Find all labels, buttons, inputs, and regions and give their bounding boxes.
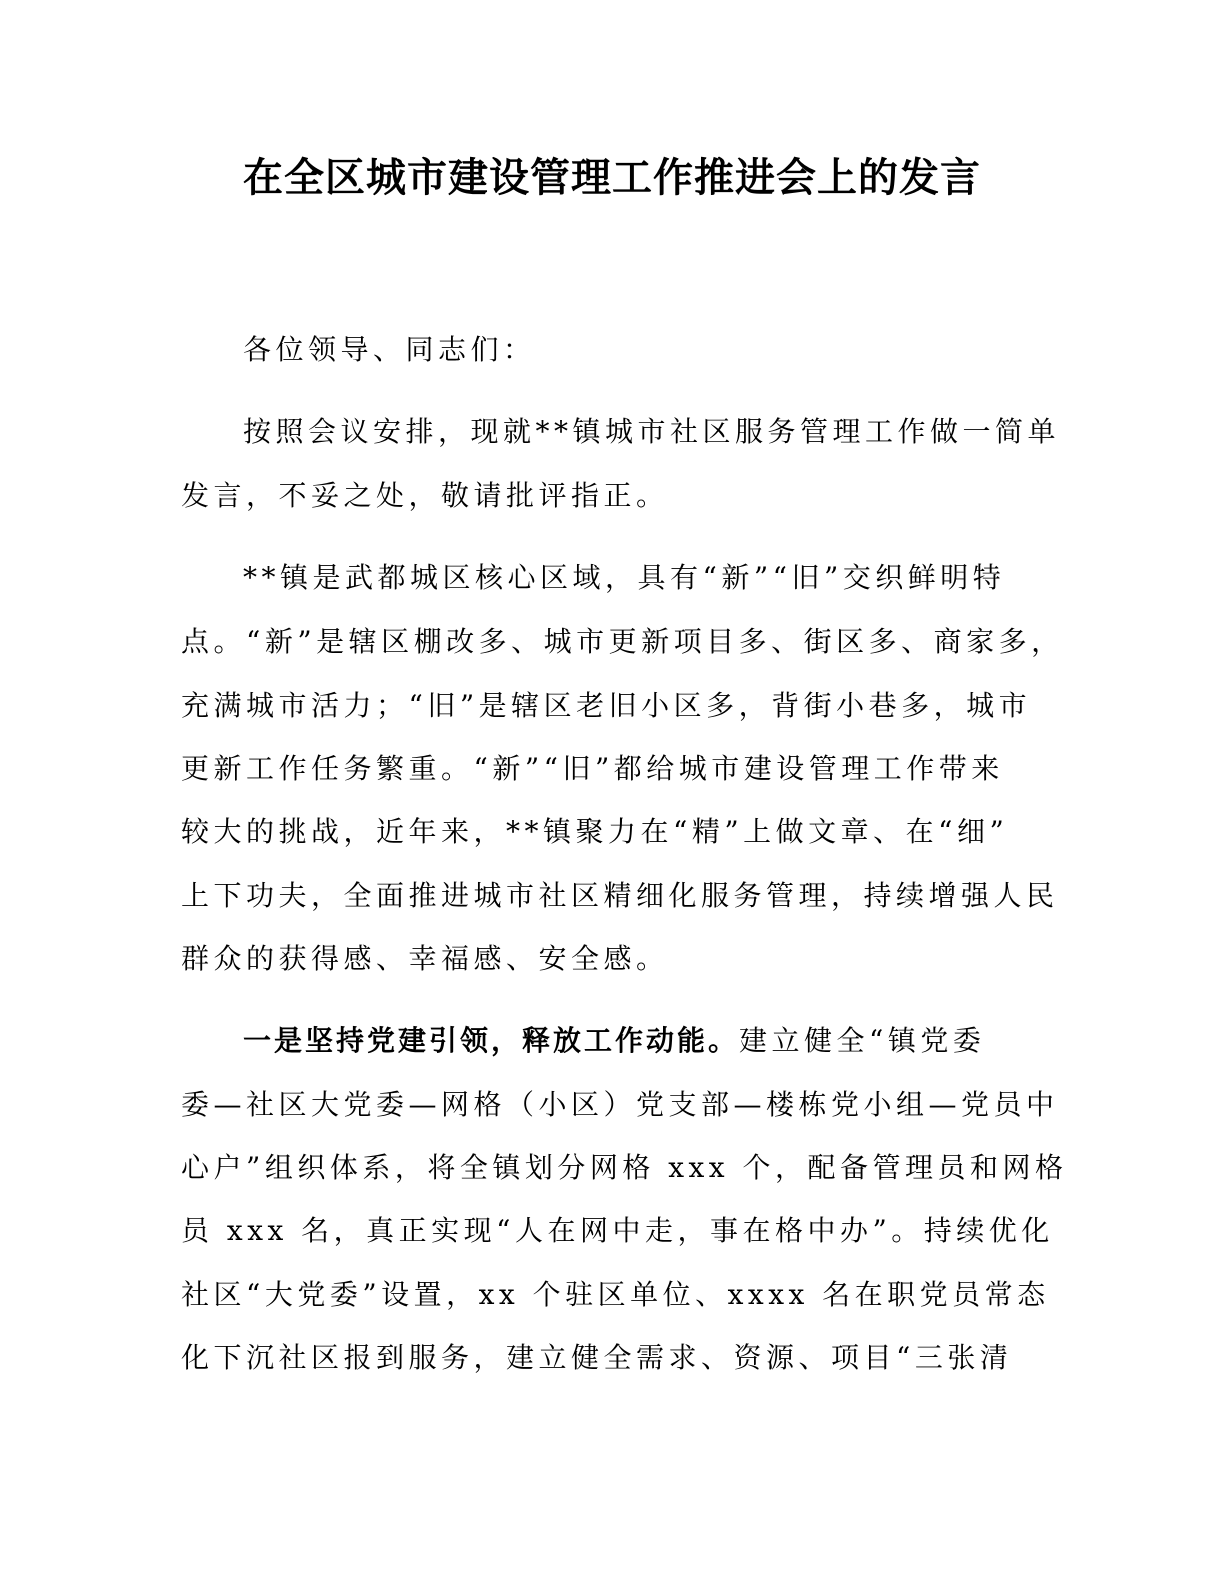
paragraph-1-line-1: 按照会议安排，现就**镇城市社区服务管理工作做一简单 (243, 415, 1061, 448)
paragraph-2-line-5: 较大的挑战，近年来，**镇聚力在“精”上做文章、在“细” (181, 815, 1009, 848)
document-title: 在全区城市建设管理工作推进会上的发言 (243, 155, 981, 201)
paragraph-3-heading: 一是坚持党建引领，释放工作动能。 (243, 1024, 740, 1057)
paragraph-2-line-3: 充满城市活力；“旧”是辖区老旧小区多，背街小巷多，城市 (181, 689, 1032, 722)
greeting: 各位领导、同志们： (243, 333, 536, 366)
paragraph-3-line-4: 员 xxx 名，真正实现“人在网中走，事在格中办”。持续优化 (181, 1214, 1054, 1247)
paragraph-2-line-7: 群众的获得感、幸福感、安全感。 (181, 942, 669, 975)
paragraph-3-line-6: 化下沉社区报到服务，建立健全需求、资源、项目“三张清 (181, 1341, 1013, 1374)
paragraph-3-line-5: 社区“大党委”设置，xx 个驻区单位、xxxx 名在职党员常态 (181, 1278, 1050, 1311)
paragraph-2-line-1: **镇是武都城区核心区域，具有“新”“旧”交织鲜明特 (243, 561, 1006, 594)
paragraph-2-line-2: 点。“新”是辖区棚改多、城市更新项目多、街区多、商家多， (181, 625, 1064, 658)
paragraph-2-line-6: 上下功夫，全面推进城市社区精细化服务管理，持续增强人民 (181, 879, 1059, 912)
paragraph-2-line-4: 更新工作任务繁重。“新”“旧”都给城市建设管理工作带来 (181, 752, 1004, 785)
paragraph-3-line-3: 心户”组织体系，将全镇划分网格 xxx 个，配备管理员和网格 (181, 1151, 1068, 1184)
paragraph-1-line-2: 发言，不妥之处，敬请批评指正。 (181, 479, 669, 512)
paragraph-3-line-2: 委—社区大党委—网格（小区）党支部—楼栋党小组—党员中 (181, 1088, 1059, 1121)
paragraph-3-line-1-rest: 建立健全“镇党委 (739, 1024, 986, 1057)
paragraph-3-line-1 (243, 1021, 985, 1061)
